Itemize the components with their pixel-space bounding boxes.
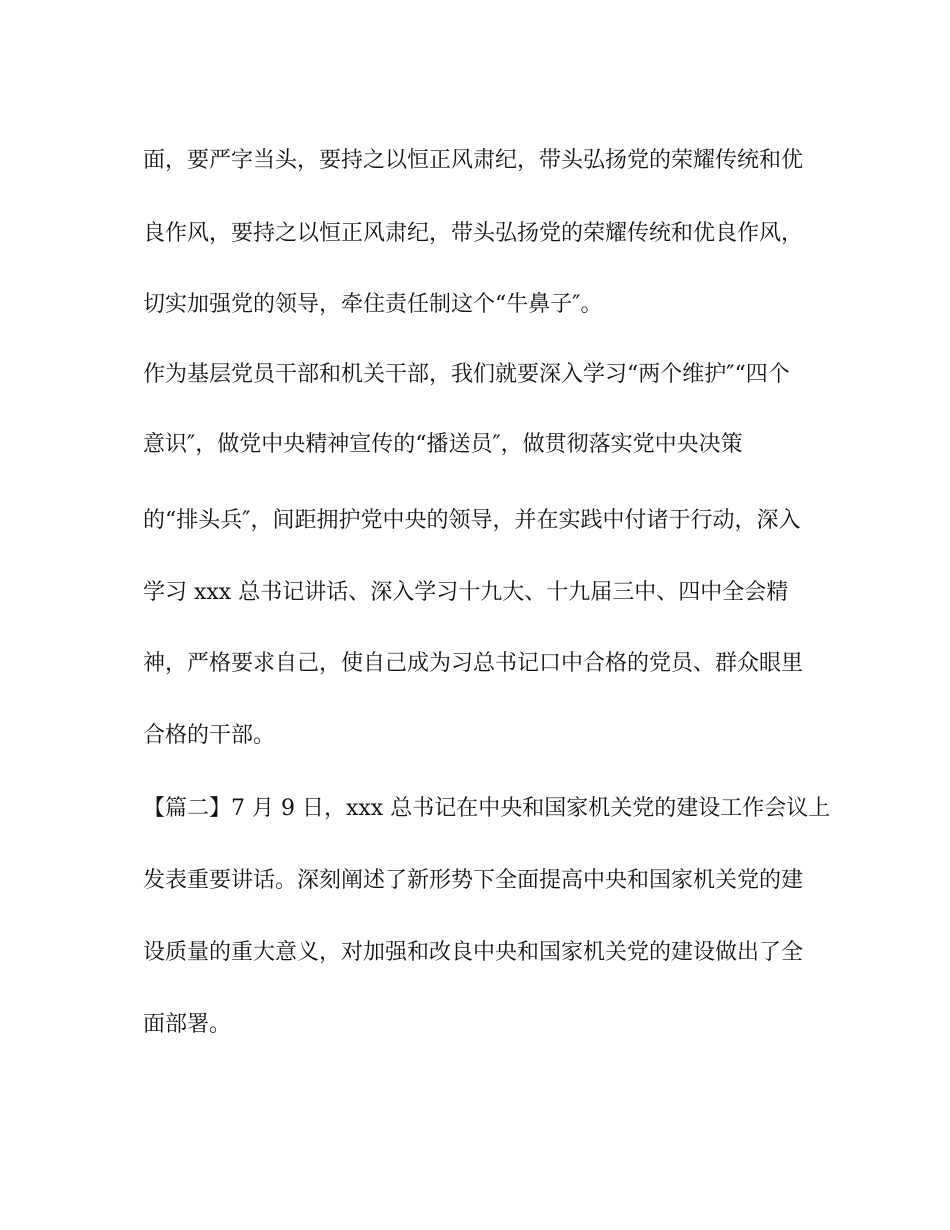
paragraph-line: 发表重要讲话。深刻阐述了新形势下全面提高中央和国家机关党的建 [143, 868, 804, 893]
paragraph-line: 神，严格要求自己，使自己成为习总书记口中合格的党员、群众眼里 [143, 651, 804, 676]
paragraph-line: 学习 xxx 总书记讲话、深入学习十九大、十九届三中、四中全会精 [143, 580, 789, 605]
paragraph-line: 的“排头兵″，间距拥护党中央的领导，并在实践中付诸于行动，深入 [143, 508, 801, 533]
paragraph-line: 切实加强党的领导，牵住责任制这个“牛鼻子″。 [143, 292, 603, 317]
paragraph-line: 【篇二】7 月 9 日，xxx 总书记在中央和国家机关党的建设工作会议上 [143, 796, 831, 821]
paragraph-line: 良作风，要持之以恒正风肃纪，带头弘扬党的荣耀传统和优良作风， [143, 221, 804, 246]
paragraph-line: 作为基层党员干部和机关干部，我们就要深入学习“两个维护″“四个 [143, 362, 790, 387]
paragraph-line: 合格的干部。 [143, 723, 276, 748]
paragraph-line: 面，要严字当头，要持之以恒正风肃纪，带头弘扬党的荣耀传统和优 [143, 148, 804, 173]
paragraph-line: 意识″，做党中央精神宣传的“播送员″，做贯彻落实党中央决策 [143, 432, 743, 457]
paragraph-line: 面部署。 [143, 1012, 232, 1037]
paragraph-line: 设质量的重大意义，对加强和改良中央和国家机关党的建设做出了全 [143, 940, 804, 965]
